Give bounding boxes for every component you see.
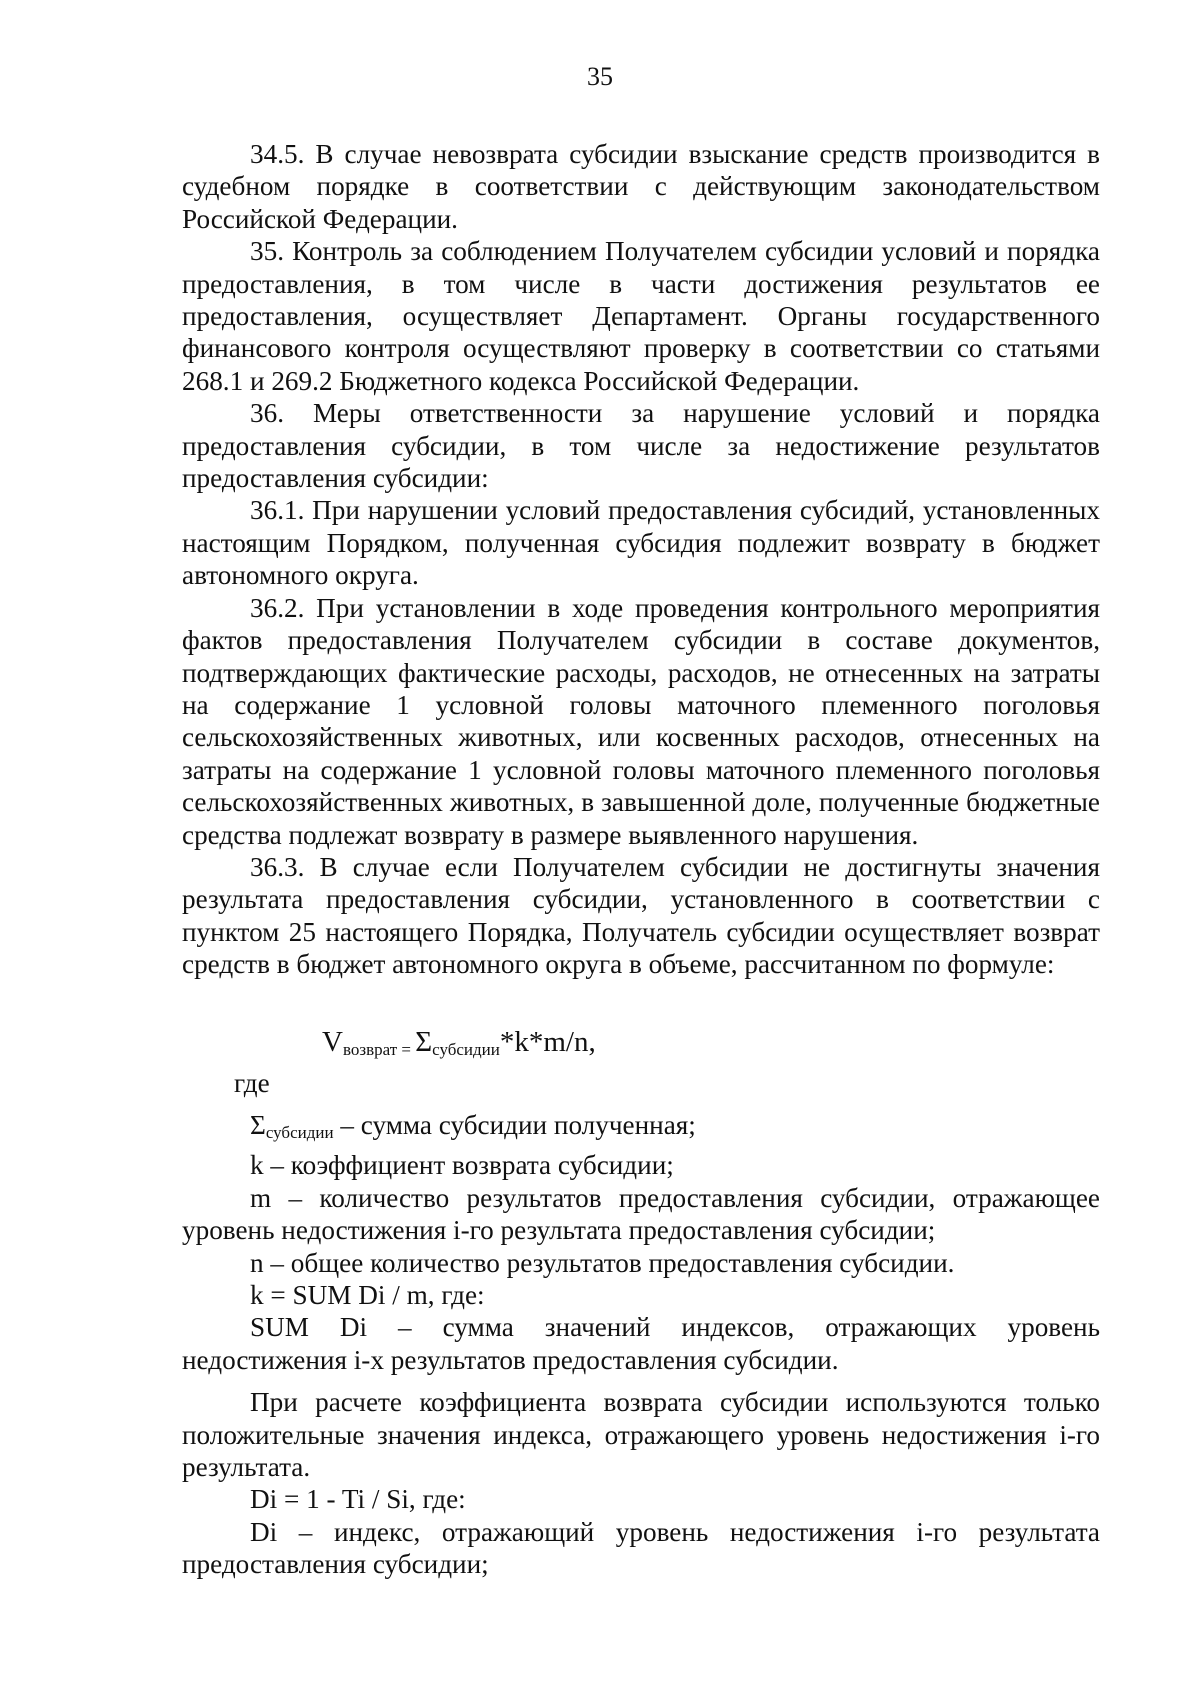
- return-formula: [182, 1025, 1100, 1067]
- formula-sigma-symbol: Σ: [415, 1025, 433, 1058]
- page-number: 35: [587, 62, 613, 91]
- document-body: [182, 138, 1100, 1581]
- definition-di: Di – индекс, отражающий уровень недостижения i-го результата предоставления субсидии;: [182, 1516, 1100, 1580]
- definition-m: m – количество результатов предоставления субсидии, отражающее уровень недостижения i-го результата предоставления субсидии;: [182, 1182, 1100, 1246]
- paragraph-36-3: 36.3. В случае если Получателем субсидии не достигнуты значения результата предоставления субсидии, установленного в соответствии с пунктом 25 настоящего Порядка, Получатель субсидии осуществляет возврат средств в бюджет автономного округа в объеме, рассчитанном по формуле:: [182, 851, 1100, 980]
- definition-sum-di: SUM Di – сумма значений индексов, отражающих уровень недостижения i-х результатов предоставления субсидии.: [182, 1312, 1100, 1375]
- positive-values-note: При расчете коэффициента возврата субсидии используются только положительные значения индекса, отражающего уровень недостижения i-го результата.: [182, 1387, 1100, 1483]
- definition-sigma-subscript: субсидии: [265, 1122, 334, 1142]
- definition-sigma-symbol: Σ: [250, 1109, 266, 1140]
- di-formula: Di = 1 - Ti / Si, где:: [250, 1484, 466, 1515]
- formula-v-subscript: возврат: [342, 1039, 398, 1059]
- definition-k: k – коэффициент возврата субсидии;: [250, 1150, 674, 1181]
- formula-equals: =: [397, 1039, 416, 1059]
- where-label: где: [234, 1067, 270, 1098]
- formula-sigma-subscript: субсидии: [432, 1039, 500, 1059]
- definition-n: n – общее количество результатов предоставления субсидии.: [250, 1247, 955, 1278]
- formula-v-symbol: V: [322, 1025, 343, 1058]
- paragraph-36-2: 36.2. При установлении в ходе проведения контрольного мероприятия фактов предоставления Получателем субсидии в составе документов, подтверждающих фактические расходы, расходов, не отнесенных на затраты на содержание 1 условной головы маточного племенного поголовья сельскохозяйственных животных, или косвенных расходов, отнесенных на затраты на содержание 1 условной головы маточного племенного поголовья сельскохозяйственных животных, в завышенной доле, полученные бюджетные средства подлежат возврату в размере выявленного нарушения.: [182, 592, 1100, 850]
- paragraph-34-5: 34.5. В случае невозврата субсидии взыскание средств производится в судебном порядке в соответствии с действующим законодательством Российской Федерации.: [182, 139, 1100, 234]
- formula-rest: *k*m/n,: [499, 1025, 596, 1058]
- paragraph-36-1: 36.1. При нарушении условий предоставления субсидий, установленных настоящим Порядком, полученная субсидия подлежит возврату в бюджет автономного округа.: [182, 495, 1100, 591]
- definition-sigma-text: – сумма субсидии полученная;: [333, 1109, 696, 1140]
- definition-sigma: [182, 1109, 1100, 1149]
- k-formula: k = SUM Di / m, где:: [250, 1280, 485, 1310]
- paragraph-35: 35. Контроль за соблюдением Получателем субсидии условий и порядка предоставления, в том числе в части достижения результатов ее предоставления, осуществляет Департамент. Органы государственного финансового контроля осуществляют проверку в соответствии со статьями 268.1 и 269.2 Бюджетного кодекса Российской Федерации.: [182, 236, 1100, 396]
- paragraph-36: 36. Меры ответственности за нарушение условий и порядка предоставления субсидии, в том числе за недостижение результатов предоставления субсидии:: [182, 398, 1100, 494]
